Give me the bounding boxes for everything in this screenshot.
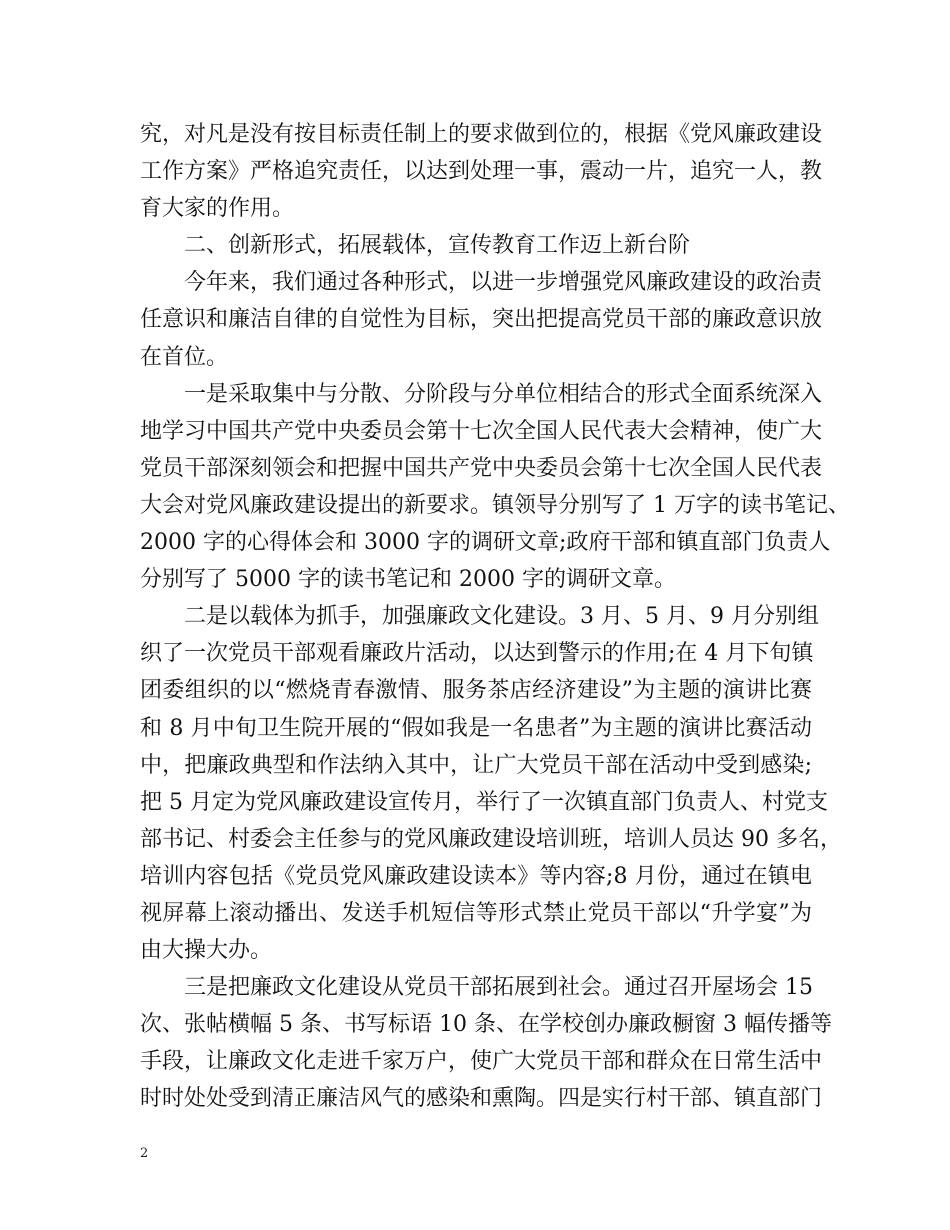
text-line: 三是把廉政文化建设从党员干部拓展到社会。通过召开屋场会 15	[184, 975, 813, 1001]
text-line: 把 5 月定为党风廉政建设宣传月，举行了一次镇直部门负责人、村党支	[140, 789, 828, 815]
text-line: 工作方案》严格追究责任，以达到处理一事，震动一片，追究一人，教	[140, 159, 823, 185]
text-line: 培训内容包括《党员党风廉政建设读本》等内容;8 月份，通过在镇电	[140, 863, 812, 889]
text-line: 在首位。	[140, 344, 229, 370]
text-line: 部书记、村委会主任参与的党风廉政建设培训班，培训人员达 90 多名，	[140, 826, 842, 852]
text-line: 2000 字的心得体会和 3000 字的调研文章;政府干部和镇直部门负责人	[140, 530, 831, 556]
text-line: 一是采取集中与分散、分阶段与分单位相结合的形式全面系统深入	[184, 381, 823, 407]
text-line: 手段，让廉政文化走进千家万户，使广大党员干部和群众在日常生活中	[140, 1049, 823, 1075]
text-line: 视屏幕上滚动播出、发送手机短信等形式禁止党员干部以“升学宴”为	[140, 900, 812, 926]
text-line: 由大操大办。	[140, 938, 273, 964]
page-number: 2	[140, 1146, 149, 1161]
document-body	[140, 116, 850, 1118]
section-heading: 二、创新形式，拓展载体，宣传教育工作迈上新台阶	[184, 233, 691, 259]
text-line: 地学习中国共产党中央委员会第十七次全国人民代表大会精神，使广大	[140, 418, 823, 444]
text-line: 究，对凡是没有按目标责任制上的要求做到位的，根据《党风廉政建设	[140, 122, 823, 147]
text-line: 中，把廉政典型和作法纳入其中，让广大党员干部在活动中受到感染;	[140, 752, 812, 778]
text-line: 大会对党风廉政建设提出的新要求。镇领导分别写了 1 万字的读书笔记、	[140, 492, 850, 518]
text-line: 分别写了 5000 字的读书笔记和 2000 字的调研文章。	[140, 567, 676, 593]
text-line: 任意识和廉洁自律的自觉性为目标，突出把提高党员干部的廉政意识放	[140, 307, 823, 333]
text-line: 党员干部深刻领会和把握中国共产党中央委员会第十七次全国人民代表	[140, 455, 823, 481]
text-line: 时时处处受到清正廉洁风气的感染和熏陶。四是实行村干部、镇直部门	[140, 1086, 823, 1112]
text-line: 团委组织的以“燃烧青春激情、服务茶店经济建设”为主题的演讲比赛	[140, 678, 812, 704]
text-line: 织了一次党员干部观看廉政片活动，以达到警示的作用;在 4 月下旬镇	[140, 641, 814, 667]
text-line: 和 8 月中旬卫生院开展的“假如我是一名患者”为主题的演讲比赛活动	[140, 715, 812, 741]
text-line: 育大家的作用。	[140, 196, 295, 222]
text-line: 二是以载体为抓手，加强廉政文化建设。3 月、5 月、9 月分别组	[184, 604, 819, 630]
text-line: 次、张帖横幅 5 条、书写标语 10 条、在学校创办廉政橱窗 3 幅传播等	[140, 1012, 832, 1038]
text-line: 今年来，我们通过各种形式，以进一步增强党风廉政建设的政治责	[184, 270, 823, 296]
